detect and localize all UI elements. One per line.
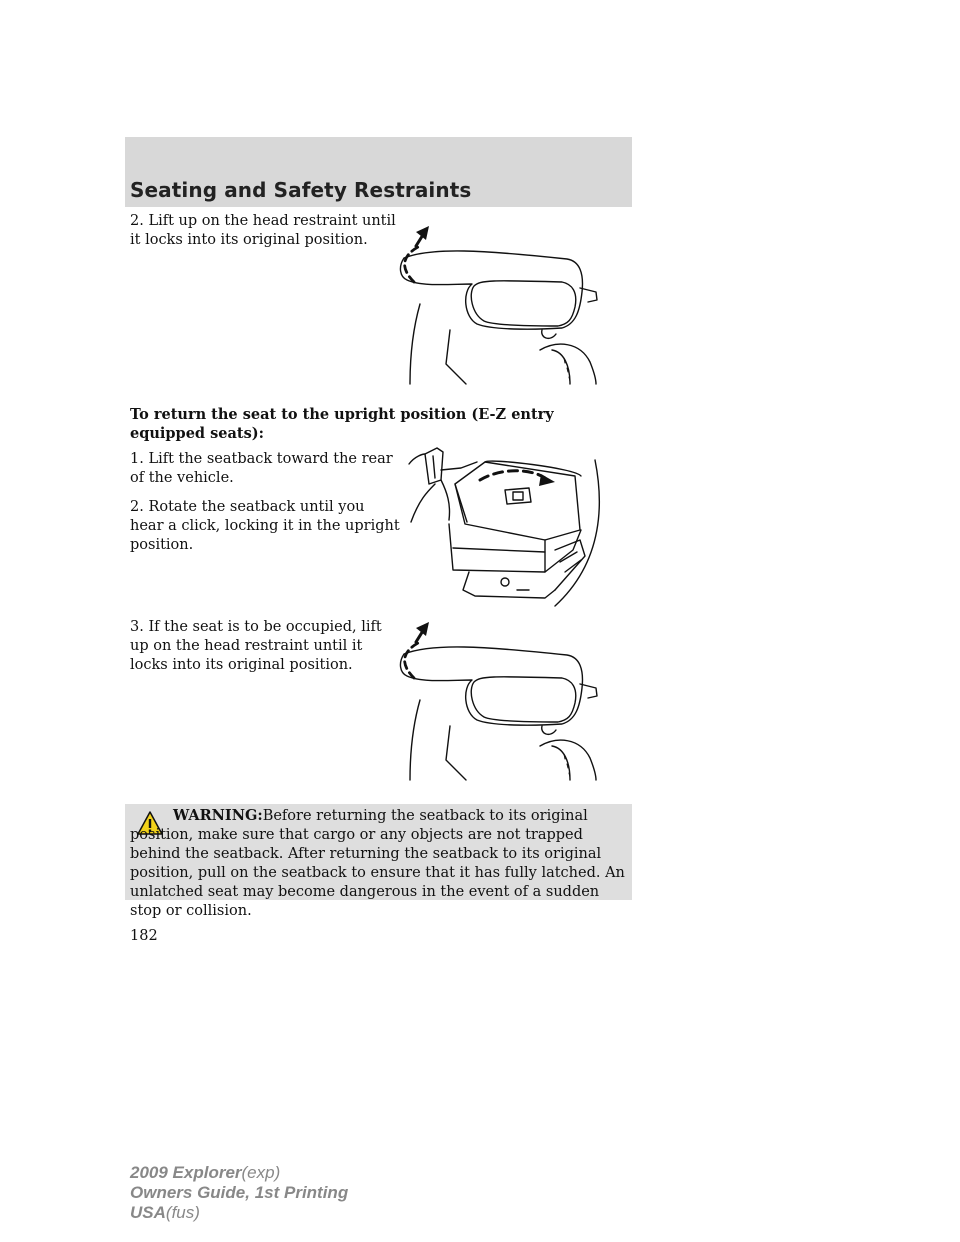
footer-model-code: (exp) [241, 1163, 281, 1182]
footer-market-code: (fus) [165, 1203, 200, 1222]
warning-label: WARNING: [173, 807, 263, 824]
footer [130, 1163, 348, 1223]
step-2: 2. Rotate the seatback until you hear a click, locking it in the upright position. [130, 499, 400, 553]
page-number: 182 [130, 928, 158, 944]
step-lift-head-restraint: 2. Lift up on the head restraint until it locks into its original position. [130, 213, 396, 248]
step-3: 3. If the seat is to be occupied, lift up on the head restraint until it locks into its original position. [130, 619, 382, 673]
warning-body: Before returning the seatback to its original position, make sure that cargo or any objects are not trapped behind the seatback. After returning the seatback to its original position, pull on the seatback to ensure that it has fully latched. An unlatched seat may become dangerous in the event of a sudden stop or collision. [130, 808, 625, 919]
section-heading: To return the seat to the upright position (E-Z entry equipped seats): [130, 406, 554, 442]
footer-printing: Owners Guide, 1st Printing [130, 1183, 349, 1202]
step-1: 1. Lift the seatback toward the rear of the vehicle. [130, 451, 393, 486]
head-restraint-illustration [392, 618, 607, 783]
seatback-rotate-illustration [405, 440, 605, 608]
head-restraint-illustration [392, 222, 607, 387]
page-section-title: Seating and Safety Restraints [130, 178, 472, 202]
warning-text [130, 806, 625, 921]
footer-model: 2009 Explorer [130, 1163, 242, 1182]
footer-market: USA [130, 1203, 166, 1222]
